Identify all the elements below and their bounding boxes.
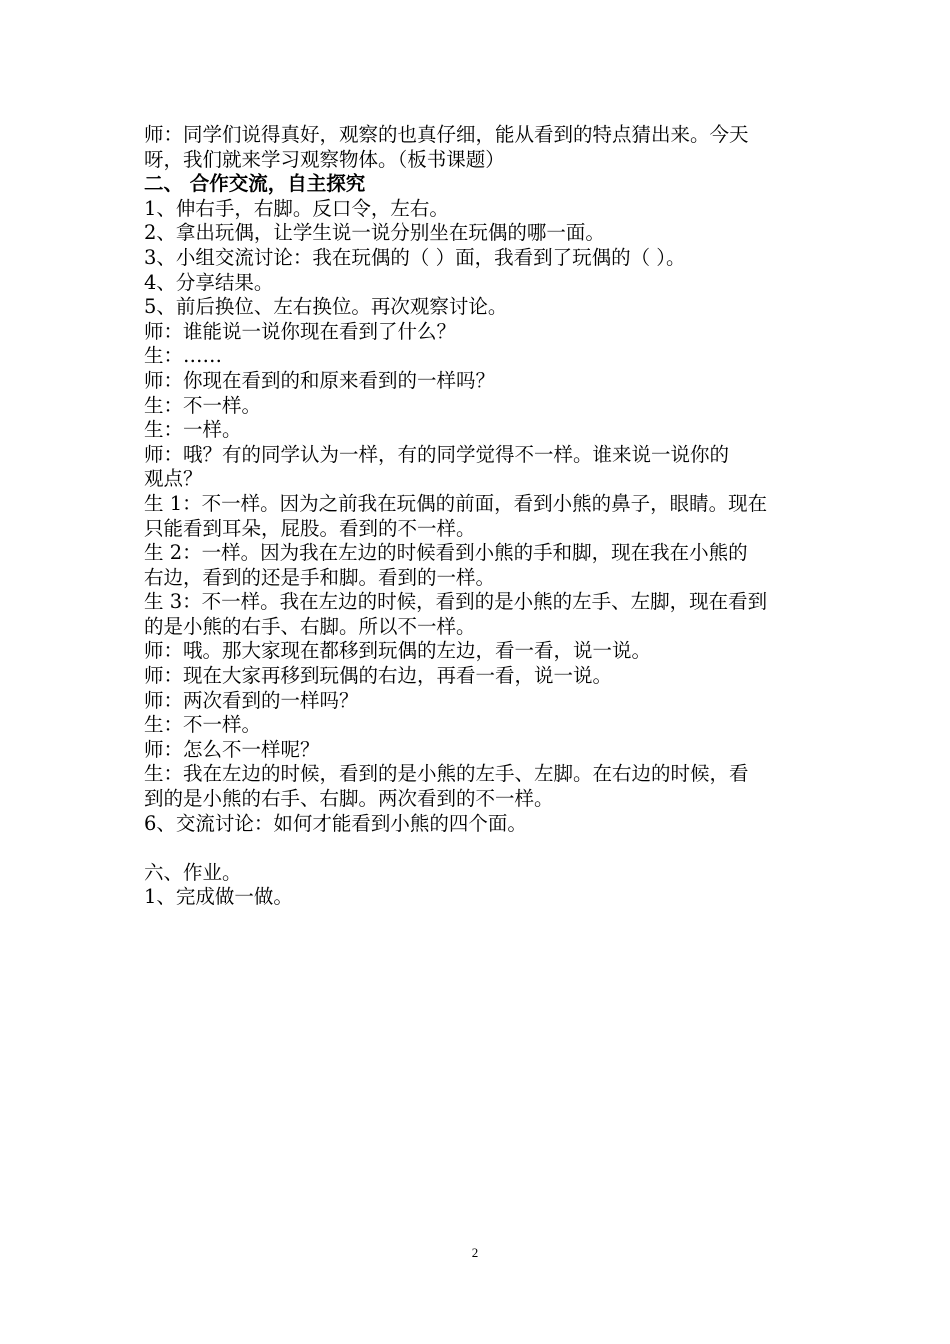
blank-line — [144, 836, 810, 861]
text-line-27: 生：我在左边的时候，看到的是小熊的左手、左脚。在右边的时候，看 — [144, 762, 749, 786]
text-line-10: 生：…… — [144, 344, 223, 368]
text-line-17: 只能看到耳朵，屁股。看到的不一样。 — [144, 516, 476, 540]
text-line-20: 生 3：不一样。我在左边的时候，看到的是小熊的左手、左脚，现在看到 — [144, 590, 768, 614]
text-line-15: 观点？ — [144, 467, 203, 491]
text-line-5: 2、拿出玩偶，让学生说一说分别坐在玩偶的哪一面。 — [144, 221, 605, 245]
page-number: 2 — [471, 1245, 479, 1260]
homework-heading: 六、作业。 — [144, 860, 242, 884]
homework-item-1: 1、完成做一做。 — [144, 885, 293, 909]
text-line-6: 3、小组交流讨论：我在玩偶的（ ）面，我看到了玩偶的（ ）。 — [144, 245, 686, 269]
text-line-23: 师：现在大家再移到玩偶的右边，再看一看，说一说。 — [144, 664, 613, 688]
text-line-1: 师：同学们说得真好，观察的也真仔细，能从看到的特点猜出来。今天 — [144, 123, 749, 146]
text-line-13: 生：一样。 — [144, 418, 242, 442]
text-line-2: 呀，我们就来学习观察物体。（板书课题） — [144, 147, 505, 171]
text-line-19: 右边，看到的还是手和脚。看到的一样。 — [144, 565, 496, 589]
text-line-21: 的是小熊的右手、右脚。所以不一样。 — [144, 614, 476, 638]
text-line-4: 1、伸右手，右脚。反口令，左右。 — [144, 196, 449, 220]
text-line-11: 师：你现在看到的和原来看到的一样吗？ — [144, 368, 496, 392]
text-line-14: 师：哦？有的同学认为一样，有的同学觉得不一样。谁来说一说你的 — [144, 442, 730, 466]
section-heading: 二、 合作交流，自主探究 — [144, 172, 366, 196]
text-line-22: 师：哦。那大家现在都移到玩偶的左边，看一看，说一说。 — [144, 639, 652, 663]
text-line-24: 师：两次看到的一样吗？ — [144, 688, 359, 712]
text-line-25: 生：不一样。 — [144, 713, 262, 737]
text-line-28: 到的是小熊的右手、右脚。两次看到的不一样。 — [144, 787, 554, 811]
text-line-18: 生 2：一样。因为我在左边的时候看到小熊的手和脚，现在我在小熊的 — [144, 541, 748, 565]
text-line-8: 5、前后换位、左右换位。再次观察讨论。 — [144, 295, 508, 319]
text-line-16: 生 1：不一样。因为之前我在玩偶的前面，看到小熊的鼻子，眼睛。现在 — [144, 491, 768, 515]
text-line-26: 师：怎么不一样呢？ — [144, 737, 320, 761]
text-line-29: 6、交流讨论：如何才能看到小熊的四个面。 — [144, 811, 527, 835]
text-line-9: 师：谁能说一说你现在看到了什么？ — [144, 319, 457, 343]
page-body — [144, 123, 810, 910]
text-line-7: 4、分享结果。 — [144, 270, 274, 294]
text-line-12: 生：不一样。 — [144, 393, 262, 417]
